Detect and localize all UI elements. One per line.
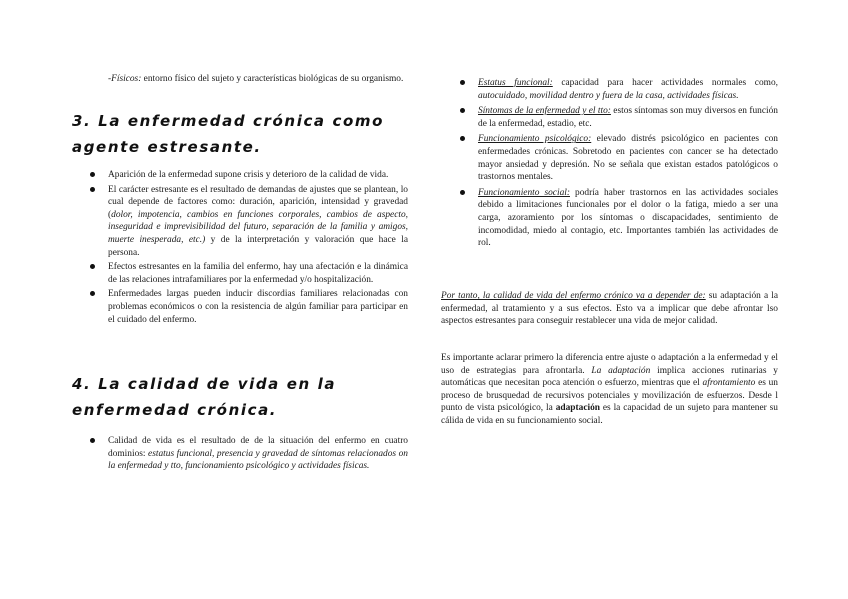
text-run: Calidad de vida es el resultado de de la situación del enfermo en cuatro dominios: [108,436,408,459]
bullet-item [108,184,408,260]
bold-term: adaptación [555,403,600,414]
italic-text: La adaptación [591,365,651,376]
section-4-bullet-list [108,435,408,473]
bullet-item [478,105,778,130]
bullet-icon [460,80,465,85]
text-run: El carácter estresante es el resultado de demandas de ajustes que se plantean, lo cual depende de factores como: duración, aparición, intensidad y gravedad ( [108,184,408,220]
fisicos-text: entorno físico del sujeto y características biológicas de su organismo. [141,74,404,84]
underlined-term: Funcionamiento social: [478,187,570,198]
text-run: podría haber trastornos en las actividades sociales debido a limitaciones funcionales por el dolor o la fatiga, miedo a ser una carga, azoramiento por los síntomas o discapacidades, sentimiento de incomodidad, miedo al contagio, etc. Importantes también las actividades de rol. [478,187,778,249]
bullet-item [478,77,778,102]
conclusion-paragraph [441,290,778,328]
bullet-icon [460,108,465,113]
heading-section-4: 4. La calidad de vida en la enfermedad crónica. [72,375,337,419]
text-run: Efectos estresantes en la familia del enfermo, hay una afectación e la dinámica de las relaciones intrafamiliares por la enfermedad y/o hospitalización. [108,262,408,285]
bullet-icon [90,172,95,177]
underlined-term: Por tanto, la calidad de vida del enfermo crónico va a depender de: [441,291,706,301]
text-run: Es importante aclarar primero la diferencia entre ajuste o adaptación a la enfermedad y el uso de estrategias para afrontarla. [441,353,778,376]
text-run: su adaptación a la enfermedad, al tratamiento y a sus efectos. Esto va a implicar que debe afrontar lso aspectos estresantes para conseguir restablecer una vida de mejor calidad. [441,291,778,327]
italic-text: dolor, impotencia, cambios en funciones corporales, cambios de aspecto, inseguridad e imprevisibilidad del futuro, separación de la familia y amigos, muerte inesperada, etc.) [108,209,408,245]
fisicos-paragraph [108,73,408,86]
text-run: elevado distrés psicológico en pacientes con enfermedades crónicas. Sobretodo en pacientes con cancer se ha detectado mayor ansiedad y depresión. No se señala que existan estados patológicos o trastornos mentales. [478,134,778,183]
section-3-bullet-list [108,169,408,326]
bullet-icon [460,136,465,141]
underlined-term: Síntomas de la enfermedad y el tto: [478,106,611,117]
text-run: es la capacidad de un sujeto para mantener su cálida de vida en su funcionamiento social. [441,403,778,426]
bullet-icon [90,264,95,269]
underlined-term: Funcionamiento psicológico: [478,134,592,145]
bullet-item [108,169,408,182]
bullet-item [478,133,778,183]
text-run: Enfermedades largas pueden inducir discordias familiares relacionadas con problemas económicos o con la resistencia de algún familiar para participar en el cuidado del enfermo. [108,289,408,325]
quality-of-life-domains-list [478,77,778,250]
bullet-icon [460,190,465,195]
text-run: es un proceso de brusquedad de recursivos potenciales y movilización de esfuerzos. Desde l punto de vista psicológico, la [441,378,778,414]
fisicos-label: -Físicos: [108,74,142,84]
bullet-icon [90,187,95,192]
bullet-icon [90,438,95,443]
bullet-item [108,261,408,286]
underlined-term: Estatus funcional: [478,78,553,88]
italic-text: afrontamiento [702,378,756,389]
italic-text: estatus funcional, presencia y gravedad de síntomas relacionados on la enfermedad y tto, funcionamiento psicológico y actividades físicas. [108,448,408,472]
heading-section-3: 3. La enfermedad crónica como agente estresante. [72,112,385,156]
text-run: y de la interpretación y valoración que hace la persona. [108,234,408,258]
bullet-item [478,187,778,250]
italic-text: autocuidado, movilidad dentro y fuera de la casa, actividades físicas. [478,90,739,101]
text-run: Aparición de la enfermedad supone crisis y deterioro de la calidad de vida. [108,170,389,180]
bullet-item [108,288,408,326]
text-run: implica acciones rutinarias y automáticas que necesitan poca atención o esfuerzo, mientras que el [441,365,778,389]
bullet-icon [90,291,95,296]
adaptation-paragraph [441,352,778,428]
bullet-item [108,435,408,473]
text-run: capacidad para hacer actividades normales como, [552,78,778,88]
text-run: estos síntomas son muy diversos en función de la enfermedad, estadio, etc. [478,106,778,129]
